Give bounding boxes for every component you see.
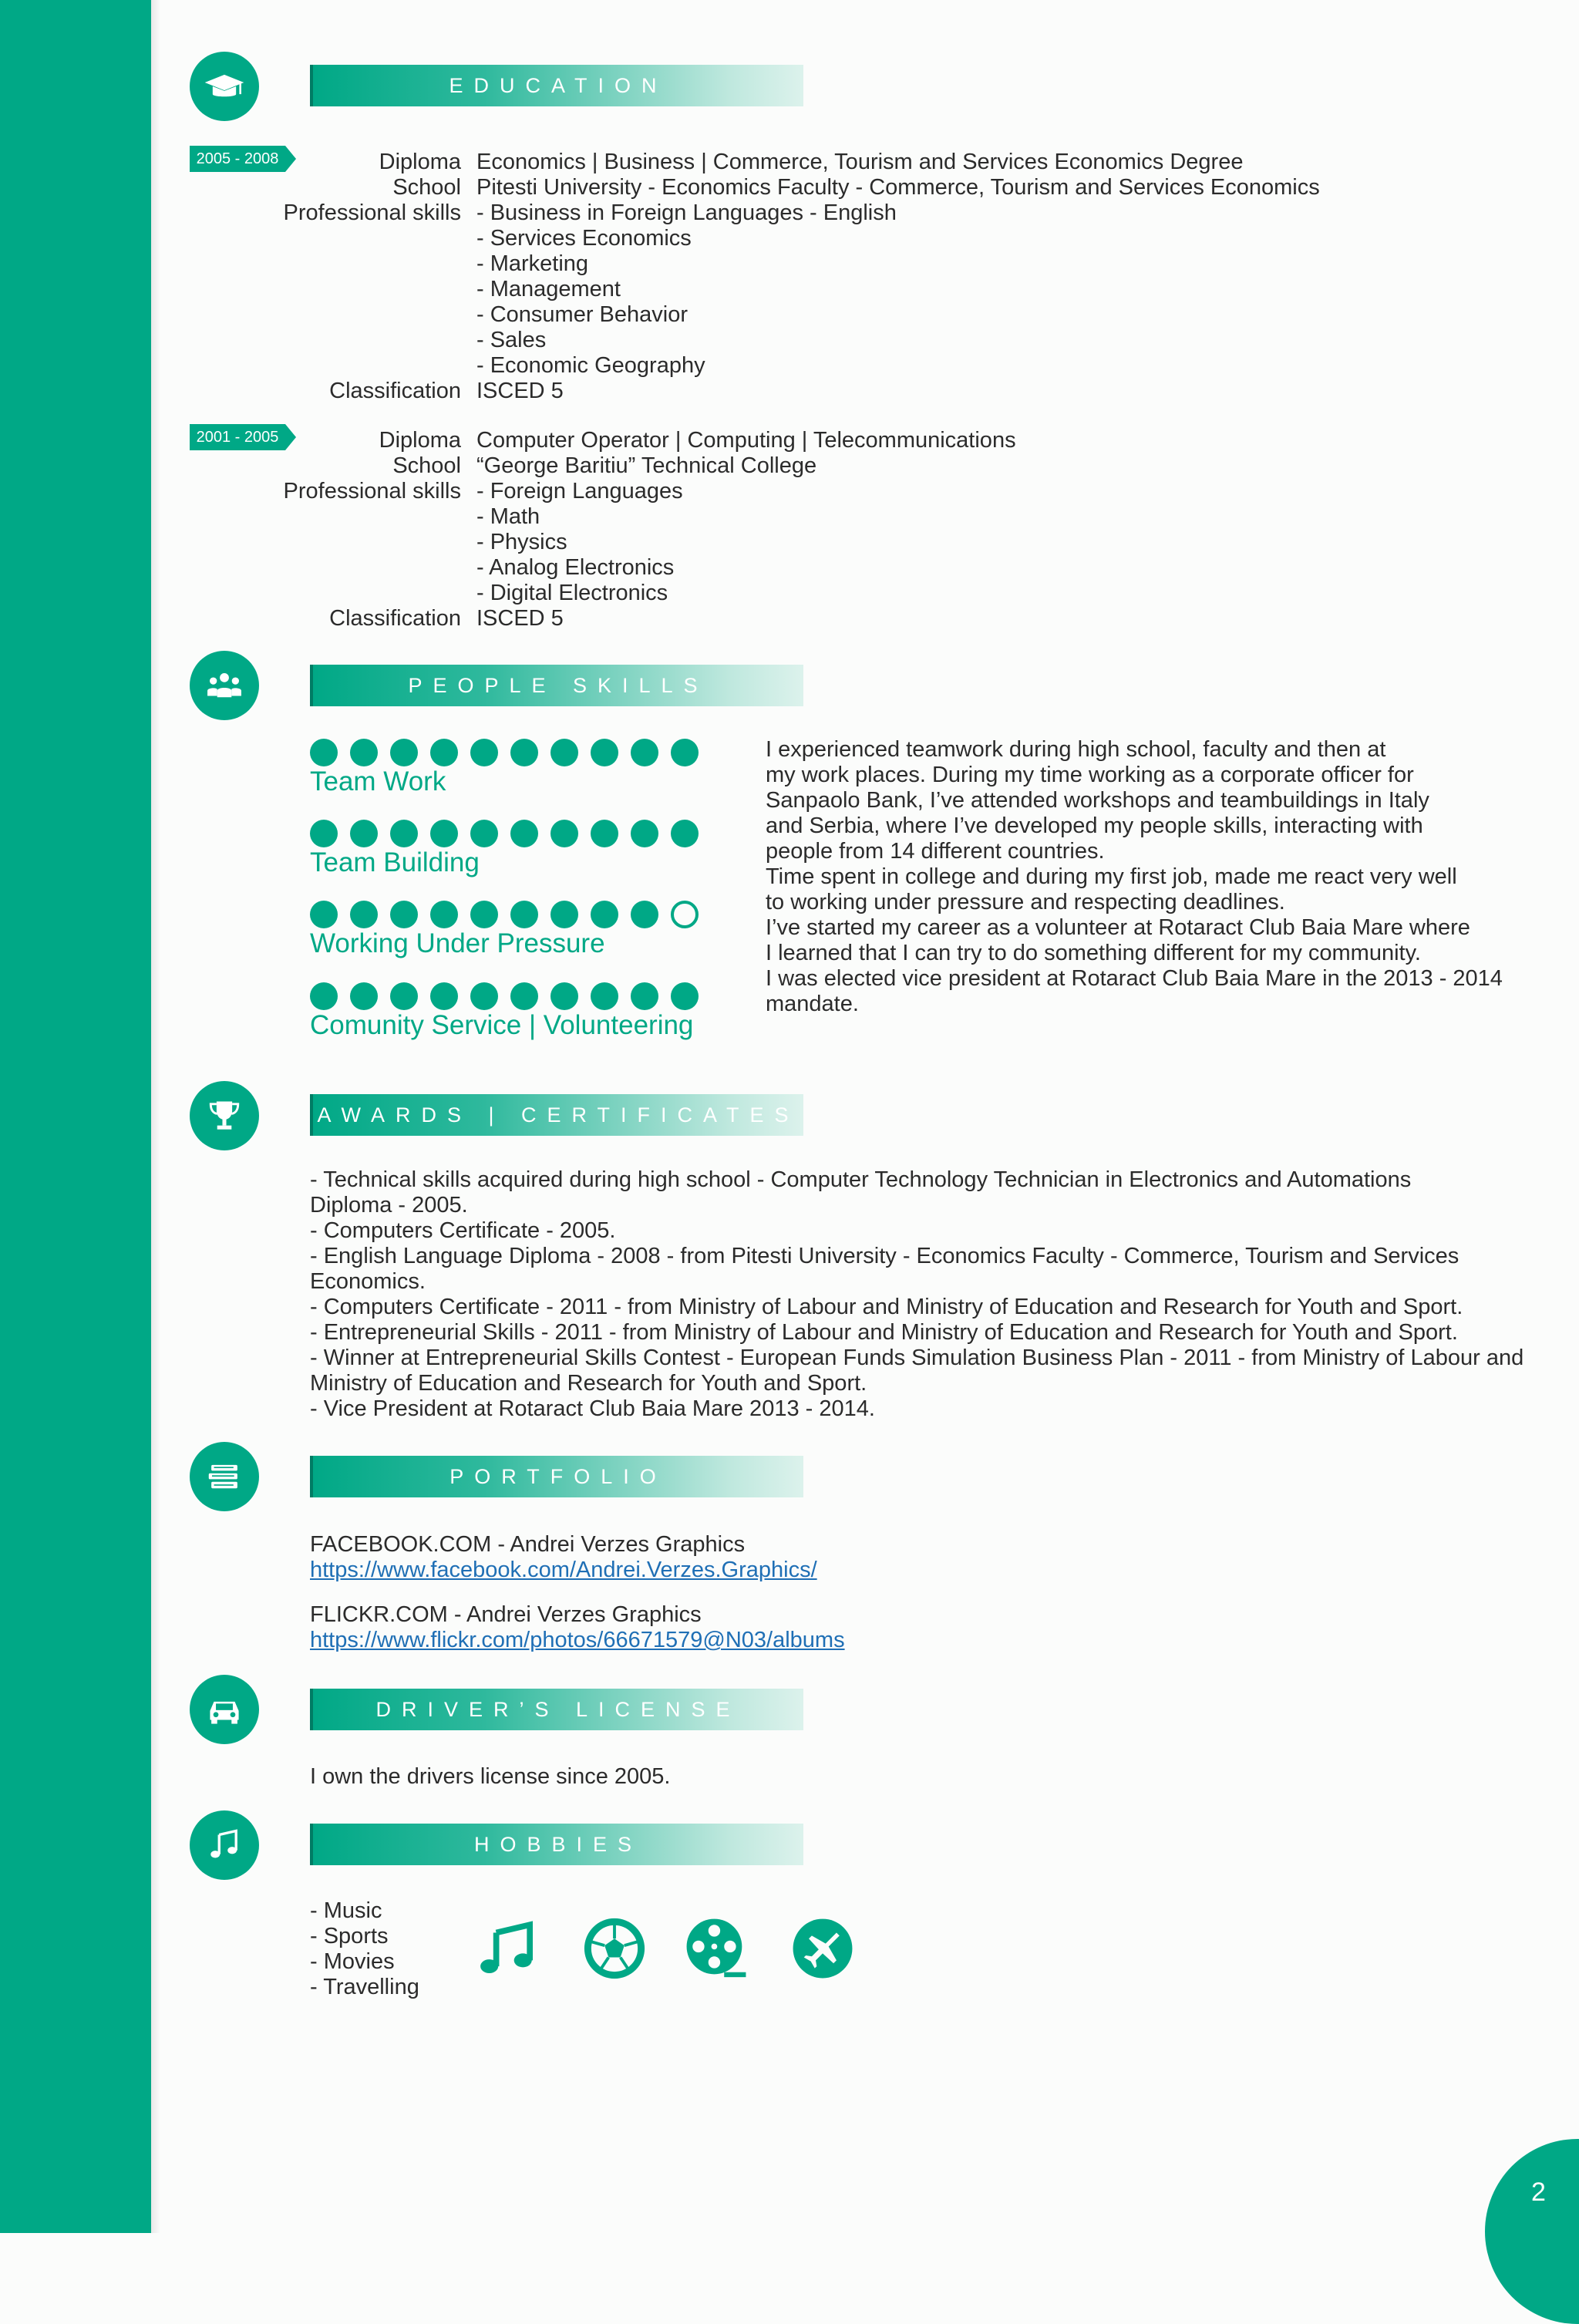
rating-dot-filled xyxy=(510,739,538,766)
diploma-label-1: Diploma xyxy=(379,150,461,174)
rating-dot-filled xyxy=(310,901,338,928)
hobby-item: - Movies xyxy=(310,1949,395,1974)
skill-item: - Digital Electronics xyxy=(476,581,668,605)
portfolio-banner xyxy=(310,1456,803,1497)
paragraph-line: mandate. xyxy=(766,992,859,1016)
rating-dot-filled xyxy=(550,901,578,928)
skill-item: - Services Economics xyxy=(476,226,692,251)
paragraph-line: to working under pressure and respecting deadlines. xyxy=(766,890,1285,914)
people-skills-paragraph xyxy=(766,737,1537,1017)
hobby-item: - Sports xyxy=(310,1924,389,1948)
rating-dot-filled xyxy=(550,739,578,766)
awards-title: AWARDS | CERTIFICATES xyxy=(317,1103,800,1127)
music-note-icon xyxy=(190,1810,259,1880)
rating-dot-filled xyxy=(390,820,418,847)
paragraph-line: and Serbia, where I’ve developed my people skills, interacting with xyxy=(766,813,1423,838)
rating-dot-filled xyxy=(350,739,378,766)
skills-list-1 xyxy=(476,200,897,379)
rating-dot-filled xyxy=(430,901,458,928)
diploma-value-1: Economics | Business | Commerce, Tourism and Services Economics Degree xyxy=(476,150,1244,174)
date-tag-1: 2005 - 2008 xyxy=(190,146,285,172)
side-stripe-shadow xyxy=(151,0,160,2233)
page-number: 2 xyxy=(1531,2177,1546,2207)
rating-dot-filled xyxy=(631,820,658,847)
paragraph-line: Sanpaolo Bank, I’ve attended workshops and teambuildings in Italy xyxy=(766,788,1429,813)
rating-dot-filled xyxy=(510,820,538,847)
rating-dot-filled xyxy=(470,982,498,1010)
portfolio-title: PORTFOLIO xyxy=(449,1464,667,1488)
skill-name-1: Team Building xyxy=(310,847,480,877)
classification-label-2: Classification xyxy=(329,606,461,631)
paragraph-line: people from 14 different countries. xyxy=(766,839,1105,864)
skills-label-1: Professional skills xyxy=(283,200,461,225)
skill-rating-1 xyxy=(310,820,699,847)
rating-dot-filled xyxy=(671,820,699,847)
award-line: - English Language Diploma - 2008 - from Pitesti University - Economics Faculty - Commerce, Tourism and Services xyxy=(310,1244,1459,1268)
rating-dot-filled xyxy=(350,901,378,928)
license-banner xyxy=(310,1689,803,1730)
skill-item: - Physics xyxy=(476,530,567,554)
books-icon xyxy=(190,1442,259,1511)
rating-dot-filled xyxy=(591,820,618,847)
rating-dot-filled xyxy=(430,739,458,766)
airplane-icon xyxy=(791,1917,854,1980)
rating-dot-filled xyxy=(550,982,578,1010)
diploma-value-2: Computer Operator | Computing | Telecommunications xyxy=(476,428,1016,453)
people-group-icon xyxy=(190,651,259,720)
skill-item: - Business in Foreign Languages - English xyxy=(476,200,897,225)
award-line: - Technical skills acquired during high school - Computer Technology Technician in Electronics and Automations xyxy=(310,1167,1412,1192)
skill-item: - Sales xyxy=(476,328,547,352)
trophy-icon xyxy=(190,1081,259,1150)
rating-dot-filled xyxy=(350,820,378,847)
school-label-2: School xyxy=(392,453,461,478)
awards-banner xyxy=(310,1094,803,1136)
awards-list xyxy=(310,1167,1544,1422)
skill-item: - Foreign Languages xyxy=(476,479,683,504)
portfolio-item-facebook-label: FACEBOOK.COM - Andrei Verzes Graphics xyxy=(310,1532,746,1557)
skill-item: - Marketing xyxy=(476,251,589,276)
music-note-icon xyxy=(476,1917,540,1980)
license-title: DRIVER’S LICENSE xyxy=(375,1697,741,1721)
paragraph-line: my work places. During my time working as a corporate officer for xyxy=(766,763,1414,787)
rating-dot-filled xyxy=(510,901,538,928)
hobbies-banner xyxy=(310,1824,803,1865)
classification-label-1: Classification xyxy=(329,379,461,403)
diploma-label-2: Diploma xyxy=(379,428,461,453)
hobby-item: - Travelling xyxy=(310,1975,419,1999)
hobbies-list xyxy=(310,1898,419,2000)
people-skills-banner xyxy=(310,665,803,706)
skill-rating-2 xyxy=(310,901,699,928)
rating-dot-filled xyxy=(390,982,418,1010)
graduation-cap-icon xyxy=(190,52,259,121)
rating-dot-filled xyxy=(510,982,538,1010)
rating-dot-filled xyxy=(390,739,418,766)
rating-dot-filled xyxy=(310,982,338,1010)
award-line: - Winner at Entrepreneurial Skills Contest - European Funds Simulation Business Plan - 2011 - from Ministry of Labour and xyxy=(310,1346,1524,1370)
rating-dot-filled xyxy=(470,739,498,766)
paragraph-line: Time spent in college and during my first job, made me react very well xyxy=(766,864,1457,889)
film-reel-icon xyxy=(685,1917,748,1980)
award-line: - Computers Certificate - 2005. xyxy=(310,1218,616,1243)
rating-dot-filled xyxy=(310,739,338,766)
people-skills-title: PEOPLE SKILLS xyxy=(408,673,709,697)
rating-dot-filled xyxy=(671,982,699,1010)
rating-dot-filled xyxy=(430,820,458,847)
school-value-1: Pitesti University - Economics Faculty - Commerce, Tourism and Services Economics xyxy=(476,175,1320,200)
hobby-item: - Music xyxy=(310,1898,382,1923)
portfolio-item-facebook-link[interactable]: https://www.facebook.com/Andrei.Verzes.Graphics/ xyxy=(310,1558,817,1582)
rating-dot-filled xyxy=(591,901,618,928)
skill-name-3: Comunity Service | Volunteering xyxy=(310,1010,694,1040)
rating-dot-filled xyxy=(470,901,498,928)
skills-list-2 xyxy=(476,479,683,606)
rating-dot-filled xyxy=(350,982,378,1010)
award-line: - Vice President at Rotaract Club Baia Mare 2013 - 2014. xyxy=(310,1396,875,1421)
page-number-badge xyxy=(1485,2139,1579,2324)
skills-label-2: Professional skills xyxy=(283,479,461,504)
skill-item: - Math xyxy=(476,504,540,529)
classification-value-2: ISCED 5 xyxy=(476,606,564,631)
classification-value-1: ISCED 5 xyxy=(476,379,564,403)
rating-dot-filled xyxy=(550,820,578,847)
skill-item: - Management xyxy=(476,277,621,301)
skill-item: - Economic Geography xyxy=(476,353,705,378)
portfolio-item-flickr-link[interactable]: https://www.flickr.com/photos/66671579@N03/albums xyxy=(310,1628,845,1652)
paragraph-line: I was elected vice president at Rotaract Club Baia Mare in the 2013 - 2014 xyxy=(766,966,1503,991)
rating-dot-filled xyxy=(631,982,658,1010)
skill-item: - Consumer Behavior xyxy=(476,302,688,327)
education-title: EDUCATION xyxy=(449,73,668,97)
award-line: - Entrepreneurial Skills - 2011 - from Ministry of Labour and Ministry of Education and Research for Youth and Sport. xyxy=(310,1320,1458,1345)
date-tag-2: 2001 - 2005 xyxy=(190,424,285,450)
award-line: Diploma - 2005. xyxy=(310,1193,468,1218)
license-text: I own the drivers license since 2005. xyxy=(310,1764,671,1789)
portfolio-item-flickr-label: FLICKR.COM - Andrei Verzes Graphics xyxy=(310,1602,702,1627)
rating-dot-filled xyxy=(470,820,498,847)
award-line: - Computers Certificate - 2011 - from Ministry of Labour and Ministry of Education and Research for Youth and Sport. xyxy=(310,1295,1463,1319)
rating-dot-filled xyxy=(631,739,658,766)
skill-name-0: Team Work xyxy=(310,766,446,797)
car-icon xyxy=(190,1675,259,1744)
award-line: Ministry of Education and Research for Youth and Sport. xyxy=(310,1371,867,1396)
hobbies-title: HOBBIES xyxy=(473,1832,643,1856)
paragraph-line: I’ve started my career as a volunteer at Rotaract Club Baia Mare where xyxy=(766,915,1470,940)
rating-dot-filled xyxy=(430,982,458,1010)
school-label-1: School xyxy=(392,175,461,200)
side-stripe xyxy=(0,0,151,2233)
rating-dot-filled xyxy=(310,820,338,847)
soccer-ball-icon xyxy=(583,1917,646,1980)
paragraph-line: I learned that I can try to do something different for my community. xyxy=(766,941,1421,965)
rating-dot-filled xyxy=(390,901,418,928)
rating-dot-filled xyxy=(591,739,618,766)
rating-dot-empty xyxy=(671,901,699,928)
education-banner xyxy=(310,65,803,106)
paragraph-line: I experienced teamwork during high school, faculty and then at xyxy=(766,737,1386,762)
skill-rating-3 xyxy=(310,982,699,1010)
school-value-2: “George Baritiu” Technical College xyxy=(476,453,817,478)
skill-item: - Analog Electronics xyxy=(476,555,675,580)
rating-dot-filled xyxy=(671,739,699,766)
award-line: Economics. xyxy=(310,1269,426,1294)
rating-dot-filled xyxy=(631,901,658,928)
rating-dot-filled xyxy=(591,982,618,1010)
skill-rating-0 xyxy=(310,739,699,766)
skill-name-2: Working Under Pressure xyxy=(310,928,605,958)
